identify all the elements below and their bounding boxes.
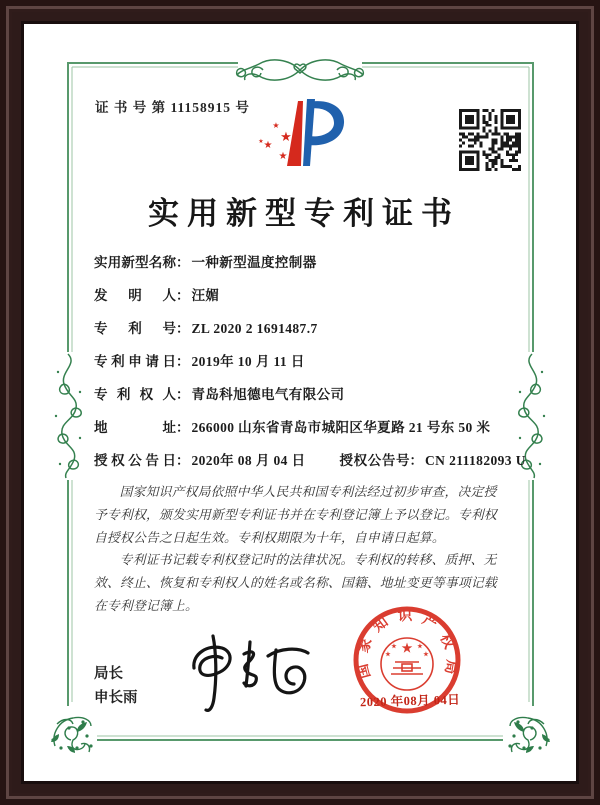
top-flourish-ornament — [237, 60, 364, 80]
emblem-gate — [391, 662, 423, 674]
colon: ： — [176, 255, 190, 270]
logo-blue-stem — [303, 99, 315, 166]
field-label: 授权公告号 — [339, 453, 410, 468]
certificate-number: 证 书 号 第 11158915 号 — [95, 100, 250, 115]
field-row-patentee — [94, 386, 514, 419]
field-label: 发明人 — [94, 288, 176, 303]
colon: ： — [176, 321, 190, 336]
field-label: 实用新型名称 — [94, 255, 176, 270]
legal-paragraph: 国家知识产权局依照中华人民共和国专利法经过初步审查，决定授予专利权，颁发实用新型专利证书并在专利登记簿上予以登记。专利权自授权公告之日起生效。专利权期限为十年，自申请日起算。 — [94, 485, 497, 545]
field-row-address — [94, 419, 514, 452]
field-value: 汪媚 — [191, 288, 220, 303]
colon: ： — [176, 453, 190, 468]
field-row-inventor — [94, 287, 514, 320]
svg-text:★: ★ — [423, 652, 429, 658]
certificate-fields — [94, 254, 526, 485]
svg-text:★: ★ — [401, 641, 413, 655]
signer-block — [94, 662, 138, 710]
corner-ornament-bottom-left — [51, 717, 93, 753]
director-signature-icon — [178, 626, 318, 721]
field-label: 专利权人 — [94, 387, 176, 402]
svg-text:★: ★ — [272, 121, 280, 130]
signer-title: 局长 — [94, 666, 123, 682]
field-value: 2019年 10 月 11 日 — [191, 354, 305, 369]
seal-text: 国家知识产权局 — [354, 607, 460, 681]
corner-ornament-bottom-right — [508, 717, 550, 753]
field-value: 一种新型温度控制器 — [191, 255, 317, 270]
certificate-title: 实用新型专利证书 — [148, 196, 460, 231]
field-row-filing-date — [94, 353, 514, 386]
field-value: 青岛科旭德电气有限公司 — [191, 387, 345, 402]
colon: ： — [176, 387, 190, 402]
field-label: 地址 — [94, 420, 176, 435]
logo-blue-bowl — [308, 101, 344, 145]
svg-text:★: ★ — [385, 652, 391, 658]
field-value: 2020年 08 月 04 日 — [191, 453, 306, 468]
field-value: 266000 山东省青岛市城阳区华夏路 21 号东 50 米 — [191, 420, 491, 435]
field-value: CN 211182093 U — [425, 453, 526, 468]
legal-paragraph: 专利证书记载专利权登记时的法律状况。专利权的转移、质押、无效、终止、恢复和专利权人的姓名或名称、国籍、地址变更等事项记载在专利登记簿上。 — [94, 553, 497, 613]
seal-national-emblem — [381, 638, 433, 690]
field-label: 专利申请日 — [94, 354, 176, 369]
signer-name: 申长雨 — [94, 690, 138, 706]
field-row-name — [94, 254, 514, 287]
field-label: 授权公告日 — [94, 453, 176, 468]
grant-number-pair — [340, 453, 526, 468]
side-scroll-left — [55, 354, 81, 478]
svg-text:★: ★ — [258, 138, 264, 145]
seal-date: 2020 年08月 04日 — [359, 692, 461, 710]
field-value: ZL 2020 2 1691487.7 — [191, 321, 318, 336]
svg-text:★: ★ — [417, 644, 423, 650]
colon: ： — [409, 453, 423, 468]
field-row-patent-no — [94, 320, 514, 353]
colon: ： — [176, 420, 190, 435]
cnipa-logo-icon — [252, 96, 352, 181]
svg-text:★: ★ — [263, 140, 273, 151]
logo-stars — [258, 121, 292, 162]
field-label: 专利号 — [94, 321, 176, 336]
qr-code — [459, 109, 521, 171]
svg-text:★: ★ — [278, 151, 288, 162]
svg-text:★: ★ — [280, 130, 292, 145]
svg-text:★: ★ — [391, 644, 397, 650]
colon: ： — [176, 354, 190, 369]
colon: ： — [176, 288, 190, 303]
